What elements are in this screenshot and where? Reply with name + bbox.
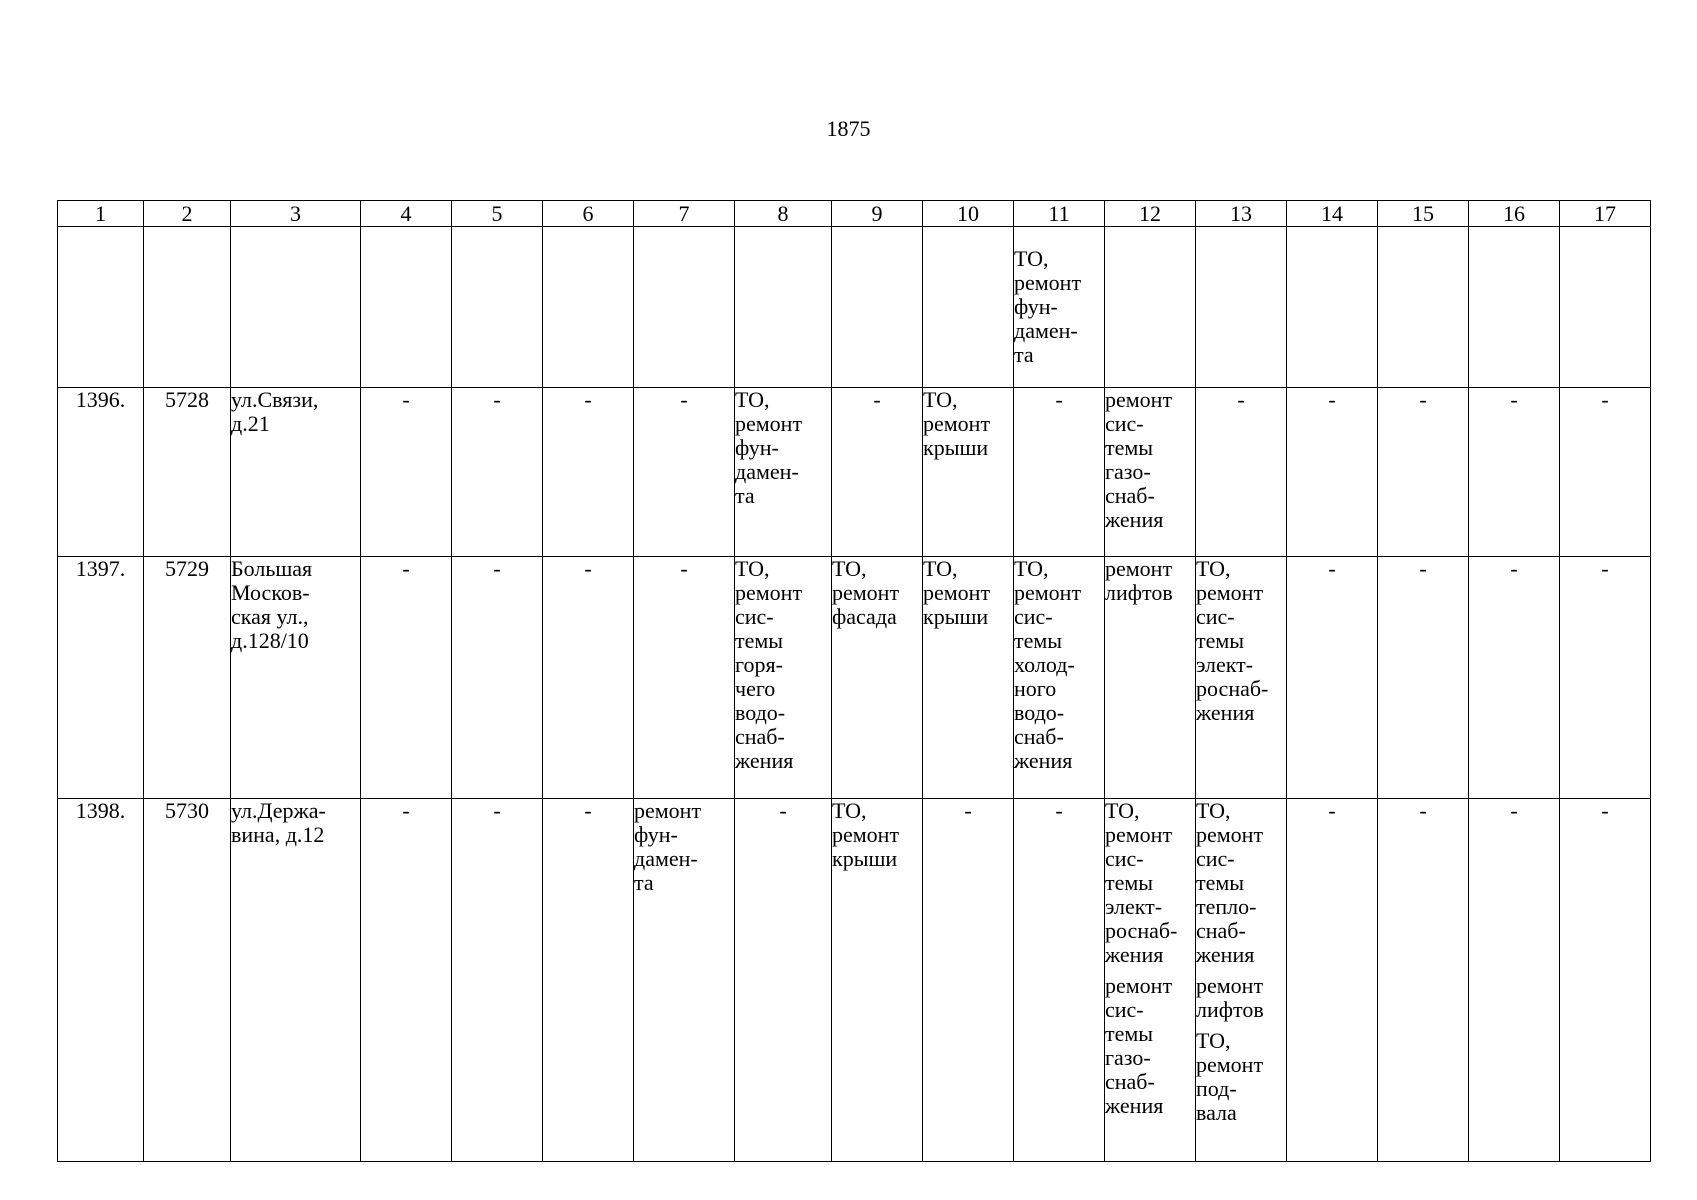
table-cell	[1378, 227, 1469, 388]
column-header: 16	[1469, 201, 1560, 227]
cell-text-line: ремонт	[1105, 822, 1173, 847]
address-cell	[231, 388, 361, 557]
cell-text-line: фун-	[634, 822, 678, 847]
cell-text-line: Большая	[231, 556, 313, 581]
table-cell: -	[634, 388, 735, 557]
object-code: 5729	[144, 557, 231, 799]
column-header: 6	[543, 201, 634, 227]
cell-text-line: снаб-	[735, 724, 785, 749]
cell-text-line: темы	[1196, 870, 1245, 895]
cell-text-line: ТО,	[923, 387, 958, 412]
table-cell	[1287, 227, 1378, 388]
cell-text-line: та	[1014, 342, 1034, 367]
column-header: 5	[452, 201, 543, 227]
table-cell: -	[1378, 388, 1469, 557]
cell-text-line: сис-	[1105, 411, 1144, 436]
cell-text-line: ТО,	[923, 556, 958, 581]
row-number: 1396.	[58, 388, 144, 557]
table-row	[58, 557, 1651, 799]
cell-text-line: водо-	[735, 700, 786, 725]
table-cell	[58, 227, 144, 388]
table-cell: -	[634, 557, 735, 799]
table-cell	[634, 799, 735, 1162]
table-cell	[452, 227, 543, 388]
cell-text-line: крыши	[832, 846, 898, 871]
repair-schedule-table	[57, 200, 1651, 1162]
column-header: 14	[1287, 201, 1378, 227]
table-cell	[361, 227, 452, 388]
cell-text-line: ремонт	[1014, 580, 1082, 605]
table-cell: -	[1560, 799, 1651, 1162]
cell-text-line: ская ул.,	[231, 604, 309, 629]
cell-text-line: крыши	[923, 604, 989, 629]
table-cell	[231, 227, 361, 388]
cell-text-line: жения	[1014, 748, 1073, 773]
object-code: 5730	[144, 799, 231, 1162]
cell-text-line: горя-	[735, 652, 783, 677]
address-cell	[231, 557, 361, 799]
table-cell: -	[735, 799, 832, 1162]
cell-text-line: ремонт	[1014, 270, 1082, 295]
cell-text-line: ТО,	[735, 556, 770, 581]
cell-text-line: роснаб-	[1196, 676, 1269, 701]
cell-text-line: сис-	[1196, 604, 1235, 629]
table-cell: -	[1014, 799, 1105, 1162]
column-header: 12	[1105, 201, 1196, 227]
cell-text-line: фасада	[832, 604, 897, 629]
table-cell	[1105, 388, 1196, 557]
column-header: 2	[144, 201, 231, 227]
cell-text-line: ремонт	[923, 580, 991, 605]
table-cell	[1560, 227, 1651, 388]
cell-text-line: ул.Связи,	[231, 387, 319, 412]
cell-text-line: газо-	[1105, 1045, 1151, 1070]
table-cell: -	[543, 557, 634, 799]
cell-text-line: роснаб-	[1105, 918, 1178, 943]
cell-text-line: лифтов	[1105, 580, 1173, 605]
cell-text-line: д.128/10	[231, 628, 309, 653]
table-cell	[543, 227, 634, 388]
cell-text-line: крыши	[923, 435, 989, 460]
row-number: 1398.	[58, 799, 144, 1162]
table-cell: -	[1469, 799, 1560, 1162]
cell-text-line: жения	[1196, 942, 1255, 967]
table-cell: -	[361, 557, 452, 799]
column-header: 9	[832, 201, 923, 227]
table-cell	[1196, 227, 1287, 388]
table-cell	[735, 227, 832, 388]
cell-text-line: ТО,	[1196, 798, 1231, 823]
table-cell: -	[452, 557, 543, 799]
column-header: 17	[1560, 201, 1651, 227]
cell-text-line: ТО,	[1014, 246, 1049, 271]
cell-text-line: ремонт	[1105, 556, 1173, 581]
page-number: 1875	[826, 116, 871, 141]
cell-text-line: чего	[735, 676, 776, 701]
cell-text-line: ТО,	[1196, 556, 1231, 581]
cell-text-line: ТО,	[832, 556, 867, 581]
table-cell	[735, 388, 832, 557]
cell-text-line: ремонт	[735, 411, 803, 436]
table-cell: -	[452, 799, 543, 1162]
table-cell	[1105, 557, 1196, 799]
table-cell	[634, 227, 735, 388]
table-cell	[1196, 557, 1287, 799]
table-cell: -	[1560, 388, 1651, 557]
cell-text-line: фун-	[735, 435, 779, 460]
table-cell	[923, 227, 1014, 388]
table-row	[58, 388, 1651, 557]
table-cell: -	[1469, 557, 1560, 799]
cell-text-line: ремонт	[832, 580, 900, 605]
cell-text-line: сис-	[1105, 997, 1144, 1022]
cell-text-line: жения	[1105, 1093, 1164, 1118]
cell-text-line: газо-	[1105, 459, 1151, 484]
cell-text-line: ТО,	[735, 387, 770, 412]
column-header: 13	[1196, 201, 1287, 227]
table-cell: -	[543, 799, 634, 1162]
cell-text-line: снаб-	[1105, 483, 1155, 508]
table-cell: -	[1378, 557, 1469, 799]
cell-text-line: ремонт	[735, 580, 803, 605]
cell-text-line: дамен-	[735, 459, 799, 484]
table-cell: -	[543, 388, 634, 557]
cell-text-line: ремонт	[923, 411, 991, 436]
table-cell	[1469, 227, 1560, 388]
table-cell	[1105, 799, 1196, 1162]
cell-text-line: темы	[735, 628, 784, 653]
table-cell: -	[452, 388, 543, 557]
cell-text-line: ремонт	[1196, 1052, 1264, 1077]
table-cell	[735, 557, 832, 799]
cell-text-line: дамен-	[1014, 318, 1078, 343]
cell-text-line: сис-	[1105, 846, 1144, 871]
continuation-row	[58, 227, 1651, 388]
cell-text-line: темы	[1105, 435, 1154, 460]
table-cell: -	[1378, 799, 1469, 1162]
cell-text-line: снаб-	[1014, 724, 1064, 749]
cell-text-line: ул.Держа-	[231, 798, 326, 823]
cell-text-line: холод-	[1014, 652, 1075, 677]
table-cell	[144, 227, 231, 388]
cell-text-line: вина, д.12	[231, 822, 325, 847]
cell-text-line: ремонт	[1196, 973, 1264, 998]
table-cell: -	[1287, 799, 1378, 1162]
cell-text-line: водо-	[1014, 700, 1065, 725]
cell-text-line: сис-	[735, 604, 774, 629]
column-header: 7	[634, 201, 735, 227]
cell-text-line: жения	[1105, 507, 1164, 532]
table-cell	[1014, 227, 1105, 388]
cell-text-line: ремонт	[1196, 580, 1264, 605]
column-header: 11	[1014, 201, 1105, 227]
table-cell	[832, 227, 923, 388]
cell-text-line: ремонт	[1105, 973, 1173, 998]
table-cell	[1014, 557, 1105, 799]
cell-text-line: ремонт	[1105, 387, 1173, 412]
cell-text-line: элект-	[1105, 894, 1163, 919]
cell-text-line: ремонт	[634, 798, 702, 823]
table-cell	[1196, 799, 1287, 1162]
cell-text-line: жения	[1105, 942, 1164, 967]
table-cell: -	[361, 799, 452, 1162]
table-cell: -	[361, 388, 452, 557]
cell-text-line: вала	[1196, 1100, 1237, 1125]
table-cell: -	[1014, 388, 1105, 557]
table-cell: -	[923, 799, 1014, 1162]
object-code: 5728	[144, 388, 231, 557]
cell-text-line: та	[634, 870, 654, 895]
cell-text-line: темы	[1105, 1021, 1154, 1046]
cell-text-line: та	[735, 483, 755, 508]
row-number: 1397.	[58, 557, 144, 799]
table-cell: -	[1287, 557, 1378, 799]
cell-text-line: темы	[1105, 870, 1154, 895]
cell-text-line: снаб-	[1196, 918, 1246, 943]
cell-text-line: ТО,	[1105, 798, 1140, 823]
cell-text-line: ремонт	[832, 822, 900, 847]
cell-text-line: ТО,	[832, 798, 867, 823]
cell-text-line: под-	[1196, 1076, 1237, 1101]
cell-text-line: ного	[1014, 676, 1057, 701]
cell-text-line: тепло-	[1196, 894, 1257, 919]
cell-text-line: дамен-	[634, 846, 698, 871]
table-cell: -	[1287, 388, 1378, 557]
cell-text-line: Москов-	[231, 580, 310, 605]
column-header: 3	[231, 201, 361, 227]
table-cell	[832, 557, 923, 799]
cell-text-line: лифтов	[1196, 997, 1264, 1022]
cell-text-line: темы	[1196, 628, 1245, 653]
cell-text-line: снаб-	[1105, 1069, 1155, 1094]
cell-text-line: жения	[1196, 700, 1255, 725]
table-cell	[832, 799, 923, 1162]
column-header: 10	[923, 201, 1014, 227]
column-header: 4	[361, 201, 452, 227]
cell-text-line: ТО,	[1014, 556, 1049, 581]
table-cell: -	[1560, 557, 1651, 799]
column-header: 15	[1378, 201, 1469, 227]
cell-text-line: ремонт	[1196, 822, 1264, 847]
table-cell	[923, 557, 1014, 799]
cell-text-line: сис-	[1196, 846, 1235, 871]
table-row	[58, 799, 1651, 1162]
table-cell	[1105, 227, 1196, 388]
cell-text-line: жения	[735, 748, 794, 773]
cell-text-line: ТО,	[1196, 1028, 1231, 1053]
table-cell	[923, 388, 1014, 557]
cell-text-line: сис-	[1014, 604, 1053, 629]
table-cell: -	[1196, 388, 1287, 557]
column-header: 1	[58, 201, 144, 227]
cell-text-line: фун-	[1014, 294, 1058, 319]
table-cell: -	[832, 388, 923, 557]
cell-text-line: элект-	[1196, 652, 1254, 677]
column-header: 8	[735, 201, 832, 227]
table-cell: -	[1469, 388, 1560, 557]
cell-text-line: темы	[1014, 628, 1063, 653]
cell-text-line: д.21	[231, 411, 270, 436]
column-number-row	[58, 201, 1651, 227]
address-cell	[231, 799, 361, 1162]
